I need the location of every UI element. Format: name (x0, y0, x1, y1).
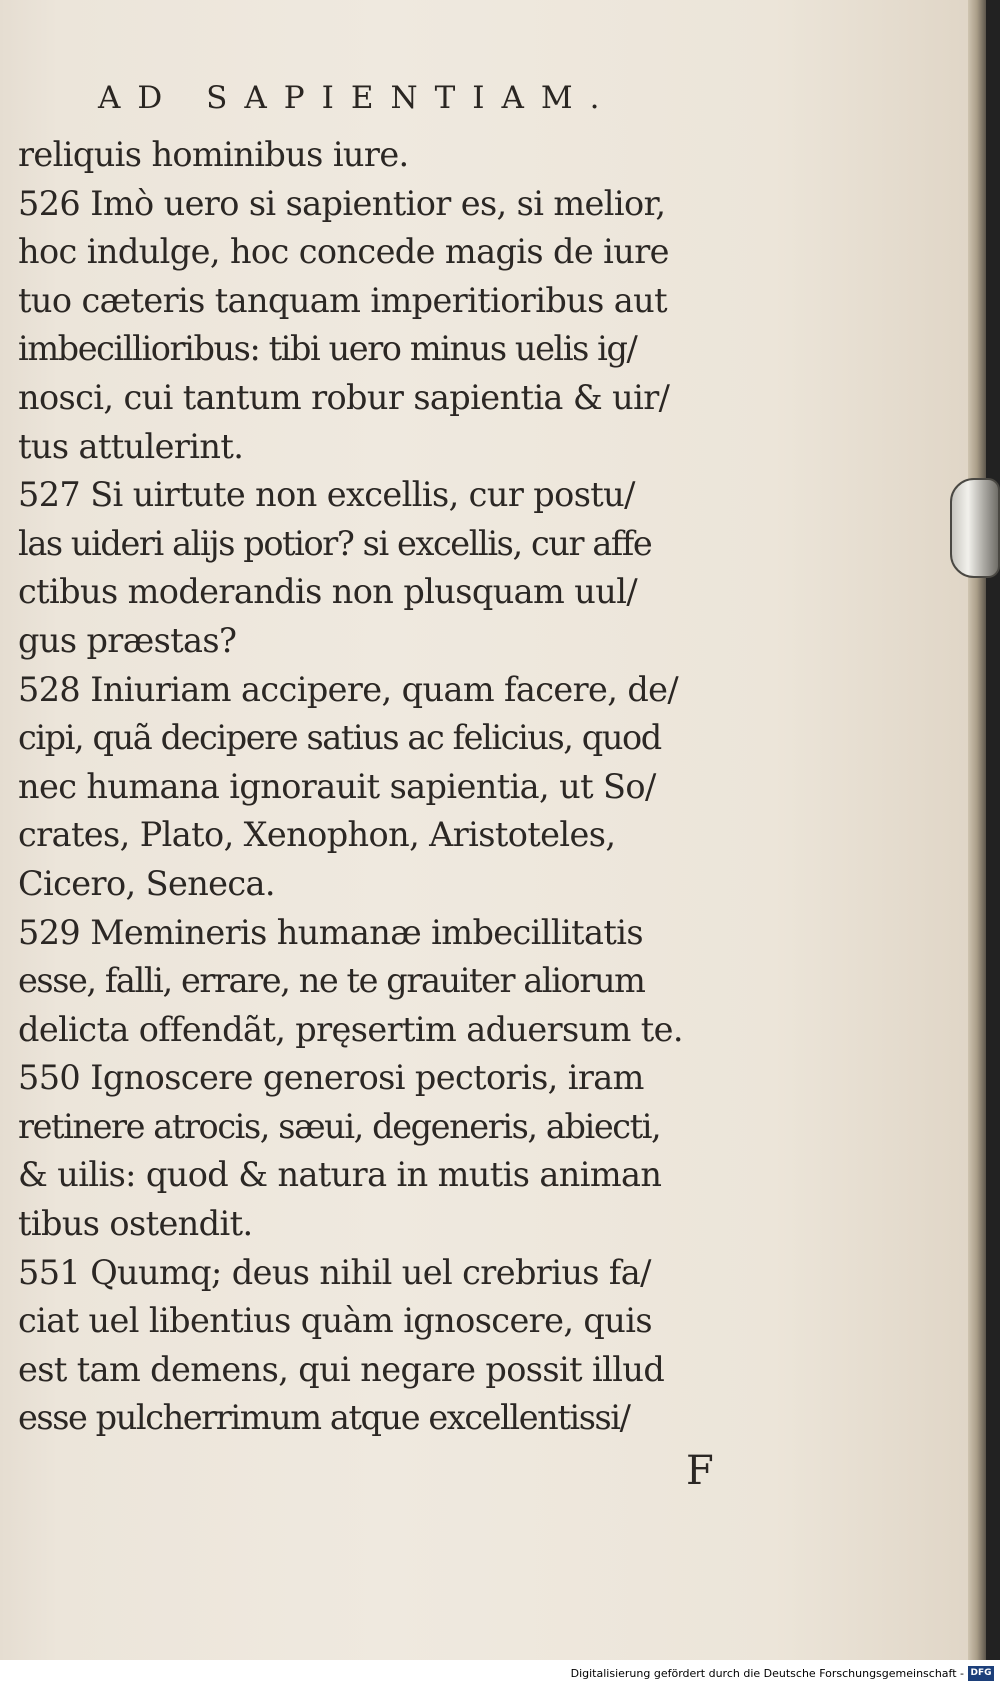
text-line: tibus ostendit. (18, 1204, 253, 1244)
text-line: gus præstas? (18, 620, 237, 660)
text-line: ctibus moderandis non plusquam uul/ (18, 572, 638, 612)
text-line: delicta offendãt, pręsertim aduersum te. (18, 1009, 683, 1049)
text-line: imbecillioribus: tibi uero minus uelis ig/ (18, 329, 637, 369)
text-line: 550 Ignoscere generosi pectoris, iram (18, 1058, 644, 1098)
text-line: reliquis hominibus iure. (18, 135, 409, 174)
text-line: 551 Quumq; deus nihil uel crebrius fa/ (18, 1252, 651, 1292)
running-head: AD SAPIENTIAM. (98, 80, 617, 116)
text-line: 526 Imò uero si sapientior es, si melior, (18, 183, 666, 223)
dfg-logo: DFG (968, 1666, 994, 1681)
text-line: las uideri alijs potior? si excellis, cur affe (18, 523, 652, 563)
page-edge (968, 0, 986, 1660)
book-clasp (950, 478, 1000, 578)
text-line: cipi, quã decipere satius ac felicius, quod (18, 718, 661, 758)
text-line: 528 Iniuriam accipere, quam facere, de/ (18, 669, 679, 709)
text-line: tuo cæteris tanquam imperitioribus aut (18, 280, 667, 320)
text-line: retinere atrocis, sæui, degeneris, abiecti, (18, 1106, 661, 1146)
text-line: esse, falli, errare, ne te grauiter aliorum (18, 961, 645, 1001)
body-text (18, 131, 778, 1443)
text-line: & uilis: quod & natura in mutis animan (18, 1155, 662, 1195)
text-line: Cicero, Seneca. (18, 863, 275, 903)
text-line: est tam demens, qui negare possit illud (18, 1349, 665, 1389)
text-line: nosci, cui tantum robur sapientia & uir/ (18, 377, 670, 417)
text-line: crates, Plato, Xenophon, Aristoteles, (18, 815, 616, 855)
text-line: ciat uel libentius quàm ignoscere, quis (18, 1301, 652, 1341)
text-line: tus attulerint. (18, 426, 244, 466)
text-line: hoc indulge, hoc concede magis de iure (18, 232, 669, 272)
text-line: esse pulcherrimum atque excellentissi/ (18, 1398, 630, 1438)
footer-credit: Digitalisierung gefördert durch die Deutsche Forschungsgemeinschaft - (570, 1667, 964, 1680)
text-line: 529 Memineris humanæ imbecillitatis (18, 912, 643, 952)
text-line: nec humana ignorauit sapientia, ut So/ (18, 766, 656, 806)
signature-mark: F (686, 1448, 714, 1494)
footer-bar (0, 1660, 1000, 1689)
text-line: 527 Si uirtute non excellis, cur postu/ (18, 475, 635, 515)
